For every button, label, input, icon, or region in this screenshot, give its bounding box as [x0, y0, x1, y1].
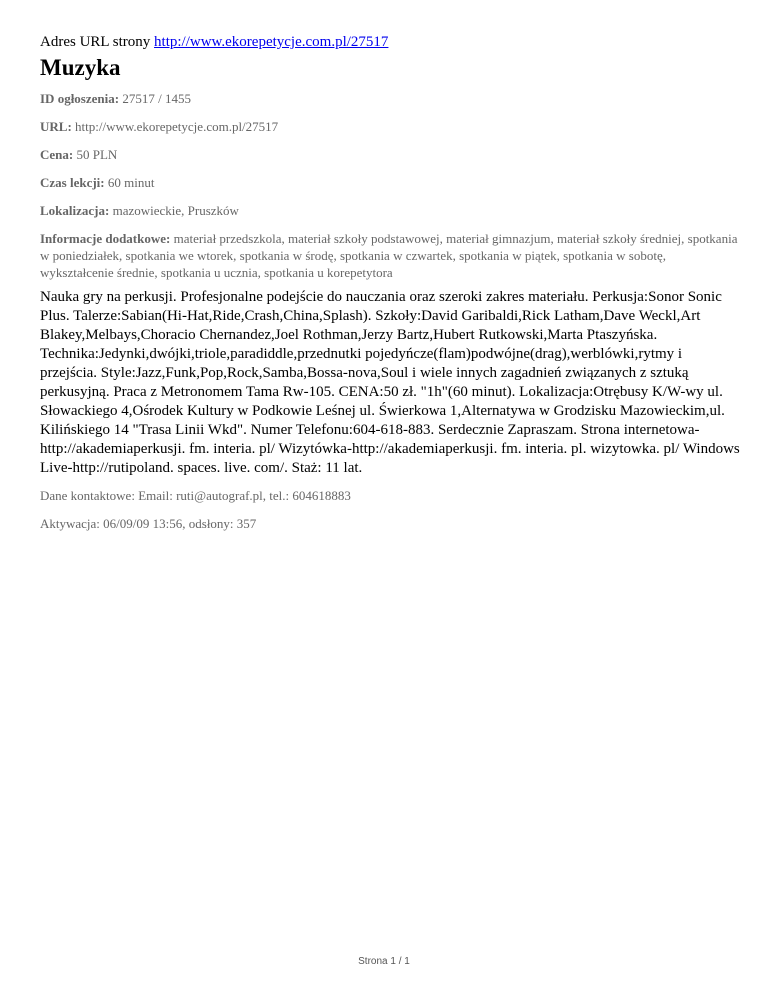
id-value: 27517 / 1455 — [122, 91, 191, 106]
additional-info-value: materiał przedszkola, materiał szkoły podstawowej, materiał gimnazjum, materiał szkoły średniej, spotkania w poniedziałek, spotkania we wtorek, spotkania w środę, spotkania w czwartek, spotkania w piątek, spotkania w sobotę, wykształcenie średnie, spotkania u ucznia, spotkania u korepetytora — [40, 231, 738, 280]
url-field — [40, 118, 740, 135]
url-prefix: Adres URL strony — [40, 34, 151, 50]
page-title: Muzyka — [40, 55, 121, 80]
price-value: 50 PLN — [76, 147, 118, 162]
document-page — [40, 32, 740, 543]
page-number: Strona 1 / 1 — [358, 956, 410, 967]
additional-info-label: Informacje dodatkowe: — [40, 231, 171, 246]
url-value: http://www.ekorepetycje.com.pl/27517 — [75, 119, 279, 134]
id-field — [40, 90, 740, 107]
id-label: ID ogłoszenia: — [40, 91, 120, 106]
url-line — [40, 32, 740, 52]
additional-info-field — [40, 230, 740, 281]
lesson-time-label: Czas lekcji: — [40, 175, 105, 190]
lesson-time-value: 60 minut — [107, 175, 155, 190]
url-label: URL: — [40, 119, 72, 134]
location-label: Lokalizacja: — [40, 203, 110, 218]
page-url-link[interactable]: http://www.ekorepetycje.com.pl/27517 — [154, 34, 389, 50]
description: Nauka gry na perkusji. Profesjonalne podejście do nauczania oraz szeroki zakres materiału. Perkusja:Sonor Sonic Plus. Talerze:Sabian(Hi-Hat,Ride,Crash,China,Splash). Szkoły:David Garibaldi,Rick Latham,Dave Weckl,Art Blakey,Melbays,Choracio Chernandez,Joel Rothman,Jerzy Bartz,Hubert Rutkowski,Marta Ptaszyńska. Technika:Jedynki,dwójki,triole,paradiddle,przednutki pojedyńcze(flam)podwójne(drag),werblówki,rytmy i przejścia. Style:Jazz,Funk,Pop,Rock,Samba,Bossa-nova,Soul i wiele innych zagadnień związanych z sztuką perkusyjną. Praca z Metronomem Tama Rw-105. CENA:50 zł. "1h"(60 minut). Lokalizacja:Otrębusy K/W-wy ul. Słowackiego 4,Ośrodek Kultury w Podkowie Leśnej ul. Świerkowa 1,Alternatywa w Grodzisku Mazowieckim,ul. Kilińskiego 14 "Trasa Linii Wkd". Numer Telefonu:604-618-883. Serdecznie Zapraszam. Strona internetowa-http://akademiaperkusji. fm. interia. pl/ Wizytówka-http://akademiaperkusji. fm. interia. pl. wizytowka. pl/ Windows Live-http://rutipoland. spaces. live. com/. Staż: 11 lat. — [40, 289, 740, 476]
location-field — [40, 202, 740, 219]
activation-info: Aktywacja: 06/09/09 13:56, odsłony: 357 — [40, 516, 257, 531]
location-value: mazowieckie, Pruszków — [112, 203, 239, 218]
lesson-time-field — [40, 174, 740, 191]
price-label: Cena: — [40, 147, 74, 162]
contact-info: Dane kontaktowe: Email: ruti@autograf.pl, tel.: 604618883 — [40, 488, 351, 503]
price-field — [40, 146, 740, 163]
